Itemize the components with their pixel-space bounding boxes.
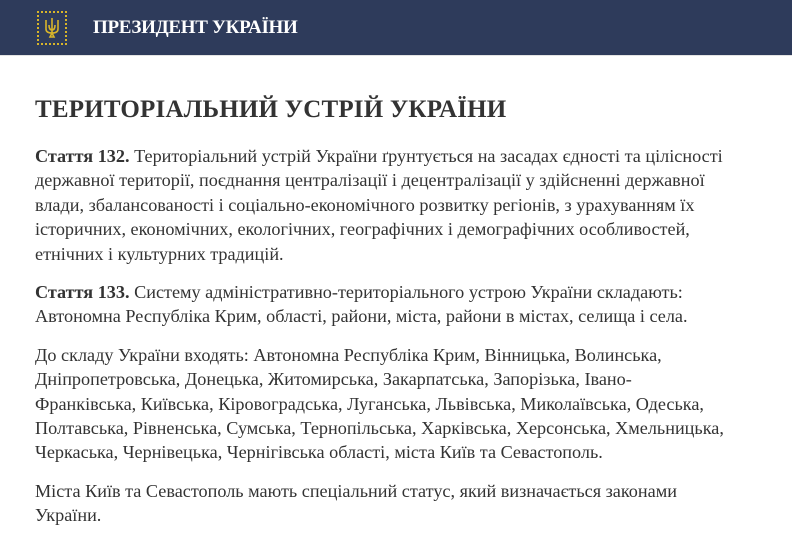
regions-paragraph [35,343,757,465]
site-title-link[interactable]: ПРЕЗИДЕНТ УКРАЇНИ [93,16,298,38]
text-line: Територіальний устрій України ґрунтується на засадах єдності та цілісності [129,146,723,166]
text-line: Полтавська, Рівненська, Сумська, Тернопільська, Харківська, Херсонська, Хмельницька, [35,418,724,439]
trident-emblem-icon[interactable] [37,11,67,45]
article-label: Стаття 133. [35,282,130,303]
article-132 [35,144,757,266]
page-title: ТЕРИТОРІАЛЬНИЙ УСТРІЙ УКРАЇНИ [35,96,507,123]
text-line: Міста Київ та Севастополь мають спеціальний статус, який визначається законами [35,480,677,501]
text-line: Автономна Республіка Крим, області, райони, міста, райони в містах, селища і села. [35,306,688,327]
text-line: Систему адміністративно-територіального устрою України складають: [129,282,683,303]
article-133 [35,280,757,329]
text-line: влади, збалансованості і соціально-економічного розвитку регіонів, з урахуванням їх [35,194,695,215]
text-line: етнічних і культурних традицій. [35,243,284,264]
special-status-paragraph [35,479,757,528]
text-line: Черкаська, Чернівецька, Чернігівська області, міста Київ та Севастополь. [35,442,603,463]
text-line: До складу України входять: Автономна Республіка Крим, Вінницька, Волинська, [35,344,662,365]
text-line: державної території, поєднання централізації і децентралізації у здійсненні державної [35,170,705,191]
text-line: історичних, економічних, екологічних, географічних і демографічних особливостей, [35,219,690,240]
article-label: Стаття 132. [35,146,130,166]
site-header [0,0,792,56]
text-line: України. [35,505,102,526]
text-line: Дніпропетровська, Донецька, Житомирська, Закарпатська, Запорізька, Івано- [35,369,632,390]
main-content [0,96,792,528]
text-line: Франківська, Київська, Кіровоградська, Луганська, Львівська, Миколаївська, Одеська, [35,393,704,414]
